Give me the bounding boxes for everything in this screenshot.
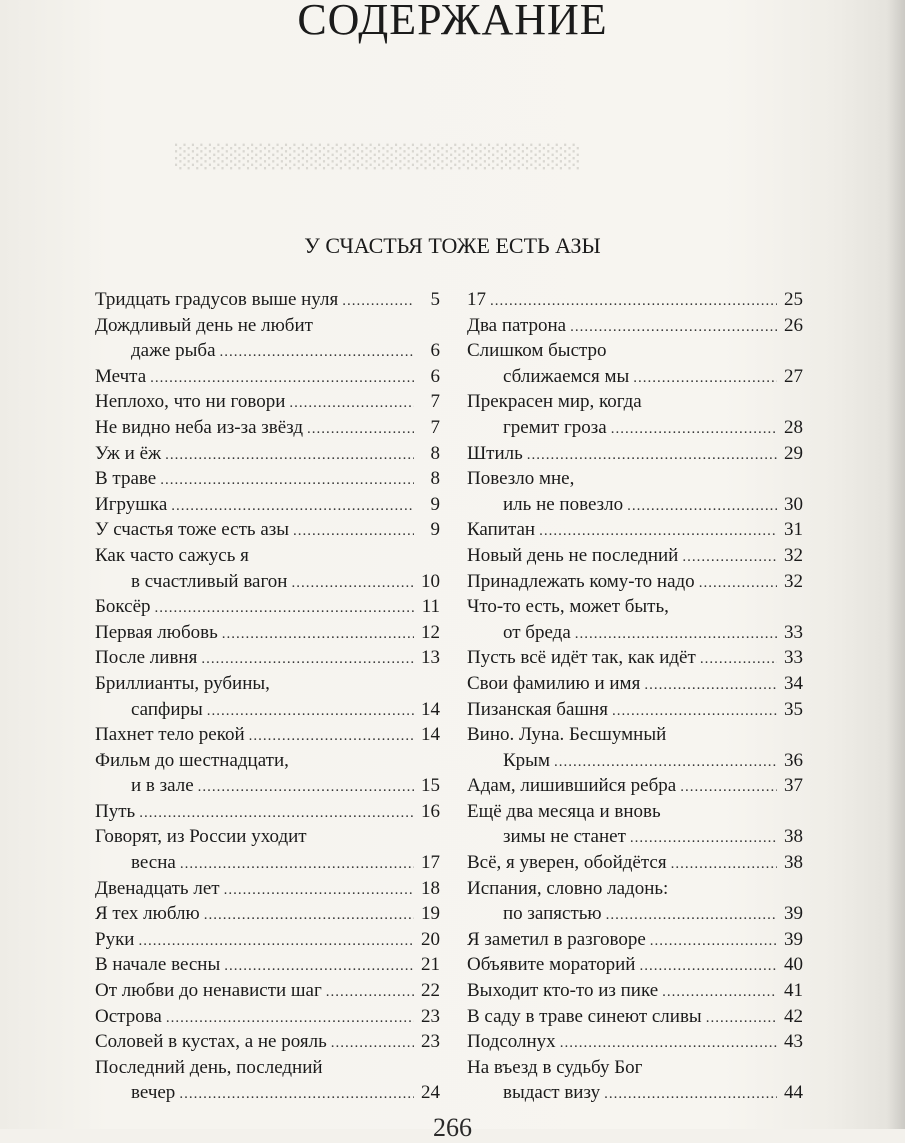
toc-entry-title: Бриллианты, рубины, (95, 672, 270, 694)
toc-page-number: 15 (421, 775, 440, 797)
toc-entry-line (467, 850, 803, 876)
toc-entry-line (467, 338, 803, 364)
toc-entry (467, 389, 803, 440)
toc-page-number: 34 (784, 672, 803, 694)
toc-page-number: 27 (784, 365, 803, 387)
dot-leader (611, 417, 777, 443)
dot-leader (662, 980, 777, 1006)
dot-leader (220, 340, 414, 366)
toc-entry-line (95, 1029, 440, 1055)
toc-entry-line (95, 313, 440, 339)
toc-page-number: 33 (784, 647, 803, 669)
toc-page-number: 9 (430, 519, 440, 541)
toc-entry-title: выдаст визу (503, 1082, 601, 1104)
toc-entry-title: В начале весны (95, 954, 221, 976)
toc-entry (95, 1029, 440, 1055)
toc-entry-line (467, 594, 803, 620)
toc-entry (95, 671, 440, 722)
toc-entry-line (95, 850, 440, 876)
dot-leader (575, 622, 777, 648)
toc-entry-line (95, 517, 440, 543)
dot-leader (198, 775, 414, 801)
dot-leader (179, 1082, 414, 1108)
toc-entry-title: Новый день не последний (467, 544, 679, 566)
toc-entry-title: Говорят, из России уходит (95, 826, 307, 848)
toc-entry (95, 1004, 440, 1030)
toc-page-number: 20 (421, 928, 440, 950)
toc-page-number: 43 (784, 1031, 803, 1053)
toc-entry-line (95, 799, 440, 825)
toc-page-number: 32 (784, 544, 803, 566)
toc-page-number: 39 (784, 928, 803, 950)
toc-entry-line (467, 799, 803, 825)
toc-entry-title: Свои фамилию и имя (467, 672, 641, 694)
toc-entry (467, 799, 803, 850)
toc-page-number: 33 (784, 621, 803, 643)
toc-entry-title: от бреда (503, 621, 571, 643)
dot-leader (554, 750, 777, 776)
toc-page-number: 8 (430, 442, 440, 464)
toc-entry-title: В саду в траве синеют сливы (467, 1005, 702, 1027)
toc-entry (95, 492, 440, 518)
toc-entry (467, 952, 803, 978)
toc-entry (467, 1004, 803, 1030)
toc-entry-title: После ливня (95, 647, 198, 669)
toc-entry (467, 850, 803, 876)
toc-entry-line (95, 978, 440, 1004)
toc-entry-line (95, 620, 440, 646)
toc-entry-line (467, 492, 803, 518)
toc-entry-line (467, 978, 803, 1004)
toc-page-number: 7 (430, 391, 440, 413)
toc-entry-title: Испания, словно ладонь: (467, 877, 669, 899)
toc-entry-title: Повезло мне, (467, 468, 575, 490)
toc-entry-title: Первая любовь (95, 621, 218, 643)
toc-entry-line (467, 389, 803, 415)
dot-leader (249, 724, 414, 750)
toc-entry (467, 594, 803, 645)
toc-entry-line (95, 466, 440, 492)
toc-page-number: 38 (784, 826, 803, 848)
dot-leader (682, 545, 777, 571)
dot-leader (342, 289, 414, 315)
dot-leader (539, 519, 777, 545)
toc-entry (467, 569, 803, 595)
toc-entry-title: Фильм до шестнадцати, (95, 749, 289, 771)
toc-entry-line (95, 901, 440, 927)
toc-entry-title: вечер (131, 1082, 176, 1104)
toc-entry (95, 927, 440, 953)
dot-leader (560, 1031, 777, 1057)
toc-entry-title: Мечта (95, 365, 147, 387)
toc-entry-title: Вино. Луна. Бесшумный (467, 724, 667, 746)
toc-entry-line (95, 671, 440, 697)
toc-entry-line (467, 415, 803, 441)
dot-leader (630, 826, 777, 852)
toc-entry-line (467, 364, 803, 390)
toc-entry-title: Последний день, последний (95, 1056, 323, 1078)
dot-leader (639, 954, 777, 980)
toc-page-number: 13 (421, 647, 440, 669)
dot-leader (612, 699, 777, 725)
dot-leader (699, 571, 777, 597)
toc-entry-title: Штиль (467, 442, 523, 464)
toc-page-number: 18 (421, 877, 440, 899)
toc-entry (95, 389, 440, 415)
toc-entry-title: Что-то есть, может быть, (467, 596, 669, 618)
toc-entry (467, 773, 803, 799)
toc-entry-title: От любви до ненависти шаг (95, 980, 322, 1002)
toc-entry-line (467, 466, 803, 492)
dot-leader (222, 622, 414, 648)
toc-entry-line (95, 543, 440, 569)
toc-page-number: 12 (421, 621, 440, 643)
toc-page-number: 14 (421, 724, 440, 746)
dot-leader (331, 1031, 414, 1057)
toc-entry-title: Объявите мораторий (467, 954, 636, 976)
toc-entry-title: 17 (467, 289, 486, 310)
toc-entry-title: Неплохо, что ни говори (95, 391, 286, 413)
dot-leader (326, 980, 414, 1006)
dot-leader (204, 903, 414, 929)
toc-page-number: 11 (421, 596, 440, 618)
toc-entry-title: Соловей в кустах, а не рояль (95, 1031, 327, 1053)
toc-entry (95, 876, 440, 902)
toc-entry-line (95, 594, 440, 620)
toc-entry-title: в счастливый вагон (131, 570, 288, 592)
toc-entry-line (467, 1055, 803, 1081)
toc-entry-title: Я заметил в разговоре (467, 928, 646, 950)
toc-page-number: 28 (784, 416, 803, 438)
toc-entry-title: Подсолнух (467, 1031, 556, 1053)
toc-entry-line (467, 824, 803, 850)
toc-page-number: 38 (784, 852, 803, 874)
dot-leader (150, 366, 414, 392)
toc-entry-line (467, 645, 803, 671)
toc-page-number: 6 (430, 365, 440, 387)
toc-entry (95, 466, 440, 492)
toc-entry-title: Игрушка (95, 493, 168, 515)
dot-leader (201, 647, 414, 673)
toc-entry (467, 671, 803, 697)
toc-entry-line (467, 441, 803, 467)
dot-leader (680, 775, 777, 801)
toc-entry-title: Боксёр (95, 596, 151, 618)
toc-page-number: 30 (784, 493, 803, 515)
toc-entry-title: Два патрона (467, 314, 567, 336)
toc-entry-title: Адам, лишившийся ребра (467, 775, 677, 797)
toc-entry (95, 978, 440, 1004)
toc-entry (467, 313, 803, 339)
toc-entry-title: Как часто сажусь я (95, 544, 249, 566)
toc-entry-title: Дождливый день не любит (95, 314, 313, 336)
dot-leader (633, 366, 777, 392)
dot-leader (155, 596, 414, 622)
dot-leader (289, 391, 414, 417)
toc-page-number: 35 (784, 698, 803, 720)
toc-entry-line (95, 927, 440, 953)
toc-entry (95, 901, 440, 927)
dot-leader (166, 1006, 414, 1032)
toc-entry (95, 824, 440, 875)
toc-entry-title: иль не повезло (503, 493, 624, 515)
toc-entry-line (95, 824, 440, 850)
toc-entry (95, 799, 440, 825)
toc-entry-title: Слишком быстро (467, 340, 607, 362)
toc-page-number: 26 (784, 314, 803, 336)
toc-entry (95, 517, 440, 543)
toc-entry-line (95, 952, 440, 978)
toc-entry-line (467, 952, 803, 978)
toc-entry-title: Всё, я уверен, обойдётся (467, 852, 667, 874)
toc-entry-line (467, 901, 803, 927)
toc-entry (95, 620, 440, 646)
toc-entry-line (467, 1004, 803, 1030)
toc-entry (467, 517, 803, 543)
toc-entry-line (467, 1080, 803, 1106)
toc-entry (95, 287, 440, 313)
toc-page-number: 7 (430, 416, 440, 438)
toc-page-number: 41 (784, 980, 803, 1002)
toc-entry-line (467, 671, 803, 697)
dot-leader (224, 878, 414, 904)
dot-leader (570, 315, 777, 341)
toc-entry (467, 722, 803, 773)
dot-leader (180, 852, 414, 878)
toc-entry-line (467, 927, 803, 953)
toc-entry-title: даже рыба (131, 340, 216, 362)
toc-entry (467, 978, 803, 1004)
dot-leader (627, 494, 777, 520)
toc-entry-title: Не видно неба из-за звёзд (95, 416, 304, 438)
toc-entry (467, 1029, 803, 1055)
dot-leader (207, 699, 414, 725)
toc-entry-line (467, 722, 803, 748)
dot-leader (224, 954, 414, 980)
toc-entry-title: Я тех люблю (95, 903, 200, 925)
page-edge-shadow (887, 0, 905, 1129)
toc-page-number: 31 (784, 519, 803, 541)
toc-entry-title: по запястью (503, 903, 602, 925)
toc-entry (95, 1055, 440, 1106)
toc-entry-title: Путь (95, 800, 136, 822)
section-title: У СЧАСТЬЯ ТОЖЕ ЕСТЬ АЗЫ (304, 233, 601, 258)
toc-entry-line (467, 543, 803, 569)
toc-entry-line (467, 517, 803, 543)
dot-leader (700, 647, 777, 673)
toc-entry-line (467, 287, 803, 313)
toc-entry-title: и в зале (131, 775, 194, 797)
toc-entry (467, 287, 803, 313)
toc-entry-line (467, 313, 803, 339)
toc-entry-title: У счастья тоже есть азы (95, 519, 290, 541)
toc-entry (467, 543, 803, 569)
dot-leader (165, 443, 414, 469)
toc-entry (95, 722, 440, 748)
toc-page-number: 10 (421, 570, 440, 592)
toc-left-column (95, 287, 440, 1106)
dot-leader (293, 519, 414, 545)
toc-entry-title: Пусть всё идёт так, как идёт (467, 647, 696, 669)
toc-page-number: 21 (421, 954, 440, 976)
toc-page-number: 32 (784, 570, 803, 592)
toc-entry-line (95, 1055, 440, 1081)
toc-entry-title: гремит гроза (503, 416, 607, 438)
toc-entry-title: Уж и ёж (95, 442, 162, 464)
toc-entry (95, 441, 440, 467)
toc-entry-line (95, 415, 440, 441)
toc-entry-title: В траве (95, 468, 157, 490)
toc-entry-title: Капитан (467, 519, 536, 541)
toc-entry-line (95, 287, 440, 313)
toc-entry (95, 594, 440, 620)
dot-leader (160, 468, 414, 494)
toc-entry-title: Выходит кто-то из пике (467, 980, 659, 1002)
dot-leader (650, 929, 777, 955)
page-heading: СОДЕРЖАНИЕ (297, 0, 608, 44)
toc-entry (467, 645, 803, 671)
toc-entry-title: Тридцать градусов выше нуля (95, 289, 339, 310)
dot-leader (138, 929, 414, 955)
toc-right-column (467, 287, 803, 1106)
dot-leader (604, 1082, 777, 1108)
toc-page-number: 39 (784, 903, 803, 925)
dot-leader (307, 417, 414, 443)
toc-page-number: 29 (784, 442, 803, 464)
toc-page-number: 23 (421, 1005, 440, 1027)
toc-page-number: 14 (421, 698, 440, 720)
toc-entry (95, 313, 440, 364)
toc-entry (467, 876, 803, 927)
toc-entry-line (467, 569, 803, 595)
toc-entry-line (467, 620, 803, 646)
toc-page-number: 6 (430, 340, 440, 362)
toc-entry (95, 415, 440, 441)
toc-entry-line (95, 338, 440, 364)
toc-entry-title: Руки (95, 928, 135, 950)
toc-page-number: 25 (784, 289, 803, 310)
dot-leader (606, 903, 777, 929)
toc-entry-line (95, 492, 440, 518)
toc-entry-line (95, 1080, 440, 1106)
toc-entry (95, 543, 440, 594)
toc-page-number: 42 (784, 1005, 803, 1027)
toc-entry-title: На въезд в судьбу Бог (467, 1056, 643, 1078)
toc-entry-line (95, 645, 440, 671)
dot-leader (644, 673, 777, 699)
toc-entry-title: Пизанская башня (467, 698, 608, 720)
toc-entry-line (95, 697, 440, 723)
toc-entry-title: зимы не станет (503, 826, 626, 848)
dot-leader (139, 801, 414, 827)
toc-entry-line (467, 876, 803, 902)
toc-entry-line (95, 1004, 440, 1030)
toc-entry (467, 927, 803, 953)
toc-entry-title: Острова (95, 1005, 162, 1027)
toc-entry-line (95, 569, 440, 595)
toc-page-number: 17 (421, 852, 440, 874)
toc-entry (467, 1055, 803, 1106)
toc-entry-title: весна (131, 852, 176, 874)
toc-page-number: 16 (421, 800, 440, 822)
toc-entry-title: Принадлежать кому-то надо (467, 570, 695, 592)
toc-entry-line (95, 748, 440, 774)
toc-entry-title: Двенадцать лет (95, 877, 220, 899)
toc-page-number: 40 (784, 954, 803, 976)
toc-page-number: 36 (784, 749, 803, 771)
toc-entry-line (95, 876, 440, 902)
toc-entry (95, 364, 440, 390)
toc-entry-line (467, 773, 803, 799)
toc-page-number: 19 (421, 903, 440, 925)
toc-entry (467, 697, 803, 723)
dot-leader (291, 571, 414, 597)
toc-entry (95, 952, 440, 978)
toc-entry-title: Крым (503, 749, 550, 771)
dot-leader (171, 494, 414, 520)
dot-leader (706, 1006, 777, 1032)
toc-page-number: 8 (430, 468, 440, 490)
toc-page-number: 9 (430, 493, 440, 515)
toc-entry-line (95, 773, 440, 799)
toc-entry-title: Прекрасен мир, когда (467, 391, 642, 413)
toc-entry (467, 338, 803, 389)
toc-page-number: 22 (421, 980, 440, 1002)
toc-page-number: 5 (430, 289, 440, 310)
dot-leader (490, 289, 777, 315)
page-number: 266 (433, 1113, 472, 1142)
toc-page-number: 37 (784, 775, 803, 797)
toc-entry-title: сапфиры (131, 698, 203, 720)
toc-entry (95, 645, 440, 671)
toc-entry (467, 441, 803, 467)
toc-entry-line (467, 697, 803, 723)
bleed-through-text: ░░░░░░░░░░░░░░░░░░░░░░░░ (175, 145, 582, 170)
toc-entry-title: сближаемся мы (503, 365, 630, 387)
toc-entry-line (95, 364, 440, 390)
toc-entry (467, 466, 803, 517)
toc-entry-line (95, 389, 440, 415)
toc-page-number: 24 (421, 1082, 440, 1104)
toc-entry-line (95, 722, 440, 748)
toc-page-number: 23 (421, 1031, 440, 1053)
toc-entry-line (467, 1029, 803, 1055)
toc-entry-line (467, 748, 803, 774)
dot-leader (671, 852, 777, 878)
toc-entry-title: Ещё два месяца и вновь (467, 800, 661, 822)
dot-leader (527, 443, 777, 469)
toc-entry-line (95, 441, 440, 467)
toc-page-number: 44 (784, 1082, 803, 1104)
toc-entry (95, 748, 440, 799)
toc-entry-title: Пахнет тело рекой (95, 724, 245, 746)
